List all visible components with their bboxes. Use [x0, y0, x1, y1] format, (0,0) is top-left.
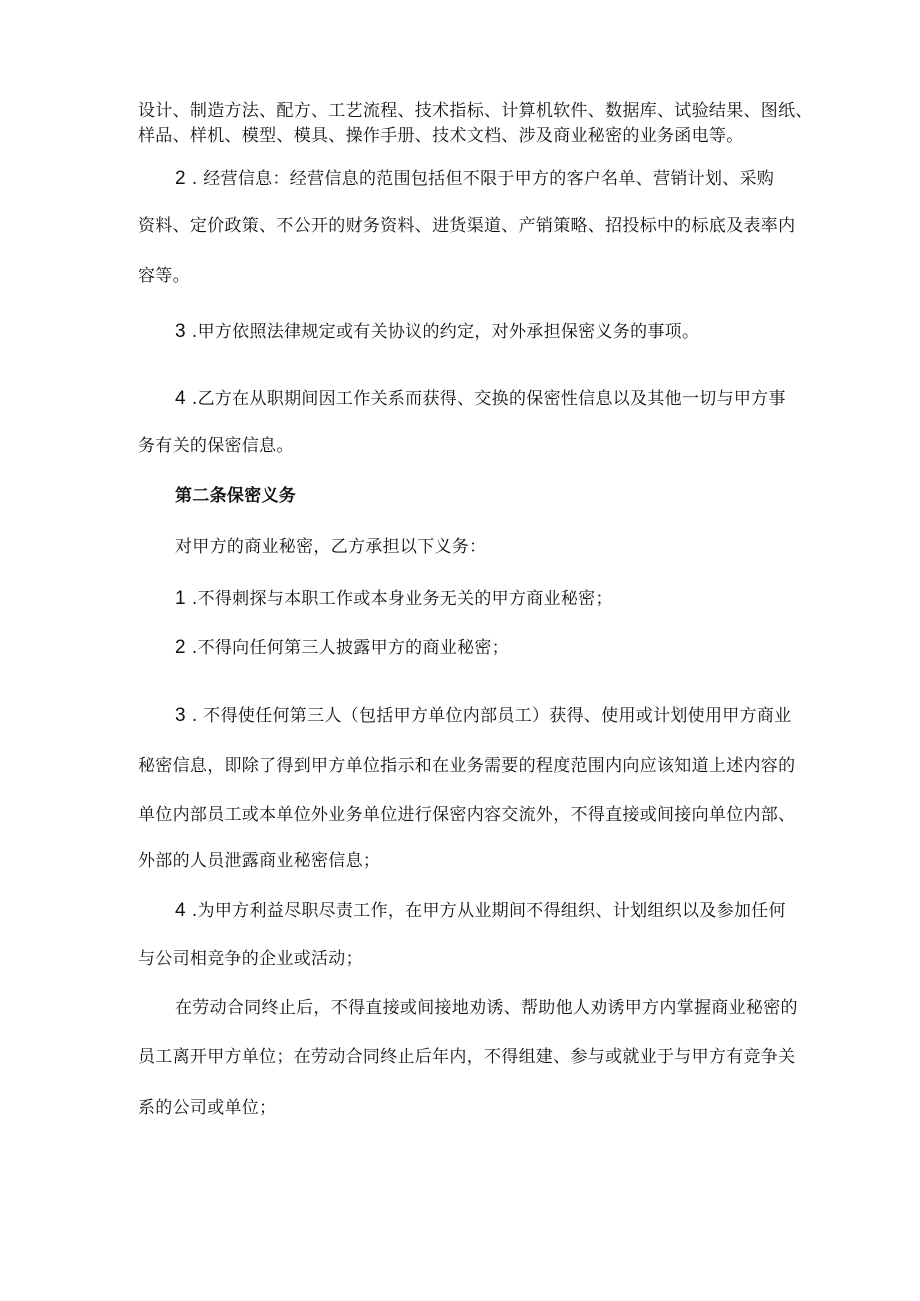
- duty-3-line-1: [175, 705, 791, 727]
- section-2-heading: 第二条保密义务: [175, 486, 297, 506]
- duty-3-line-4: 外部的人员泄露商业秘密信息；: [138, 851, 381, 871]
- item-3-text: .甲方依照法律规定或有关协议的约定，对外承担保密义务的事项。: [191, 322, 700, 342]
- termination-line-1: 在劳动合同终止后，不得直接或间接地劝诱、帮助他人劝诱甲方内掌握商业秘密的: [175, 998, 798, 1018]
- item-4-line-1: [175, 388, 786, 410]
- item-3-line-1: [175, 321, 699, 343]
- duty-1-number: 1: [175, 588, 186, 609]
- termination-line-3: 系的公司或单位；: [138, 1098, 277, 1118]
- duty-4-line-2: 与公司相竞争的企业或活动；: [138, 949, 363, 969]
- duty-3-line-2: 秘密信息，即除了得到甲方单位指示和在业务需要的程度范围内向应该知道上述内容的: [138, 756, 796, 776]
- item-2-line-3: 容等。: [138, 266, 190, 286]
- duty-3-text: . 不得使任何第三人（包括甲方单位内部员工）获得、使用或计划使用甲方商业: [191, 706, 792, 726]
- duty-2-number: 2: [175, 637, 186, 658]
- termination-line-2: 员工离开甲方单位；在劳动合同终止后年内，不得组建、参与或就业于与甲方有竞争关: [138, 1047, 796, 1067]
- duty-2-line-1: [175, 637, 509, 659]
- item-2-text: . 经营信息：经营信息的范围包括但不限于甲方的客户名单、营销计划、采购: [191, 169, 775, 189]
- item-4-text: .乙方在从职期间因工作关系而获得、交换的保密性信息以及其他一切与甲方事: [191, 389, 786, 409]
- item-2-line-2: 资料、定价政策、不公开的财务资料、进货渠道、产销策略、招投标中的标底及表率内: [138, 216, 796, 236]
- intro-line-2: 样品、样机、模型、模具、操作手册、技术文档、涉及商业秘密的业务函电等。: [138, 126, 744, 146]
- duty-3-line-3: 单位内部员工或本单位外业务单位进行保密内容交流外，不得直接或间接向单位内部、: [138, 805, 796, 825]
- duty-3-number: 3: [175, 705, 186, 726]
- duty-4-number: 4: [175, 900, 186, 921]
- intro-line-1: 设计、制造方法、配方、工艺流程、技术指标、计算机软件、数据库、试验结果、图纸、: [138, 101, 813, 121]
- duty-1-text: .不得刺探与本职工作或本身业务无关的甲方商业秘密；: [191, 589, 613, 609]
- item-4-line-2: 务有关的保密信息。: [138, 436, 294, 456]
- item-4-number: 4: [175, 388, 186, 409]
- item-2-line-1: [175, 168, 774, 190]
- duty-2-text: .不得向任何第三人披露甲方的商业秘密；: [191, 638, 509, 658]
- duty-4-text: .为甲方利益尽职尽责工作，在甲方从业期间不得组织、计划组织以及参加任何: [191, 901, 786, 921]
- duty-1-line-1: [175, 588, 613, 610]
- section-2-intro: 对甲方的商业秘密，乙方承担以下义务：: [175, 537, 487, 557]
- item-3-number: 3: [175, 321, 186, 342]
- item-2-number: 2: [175, 168, 186, 189]
- duty-4-line-1: [175, 900, 786, 922]
